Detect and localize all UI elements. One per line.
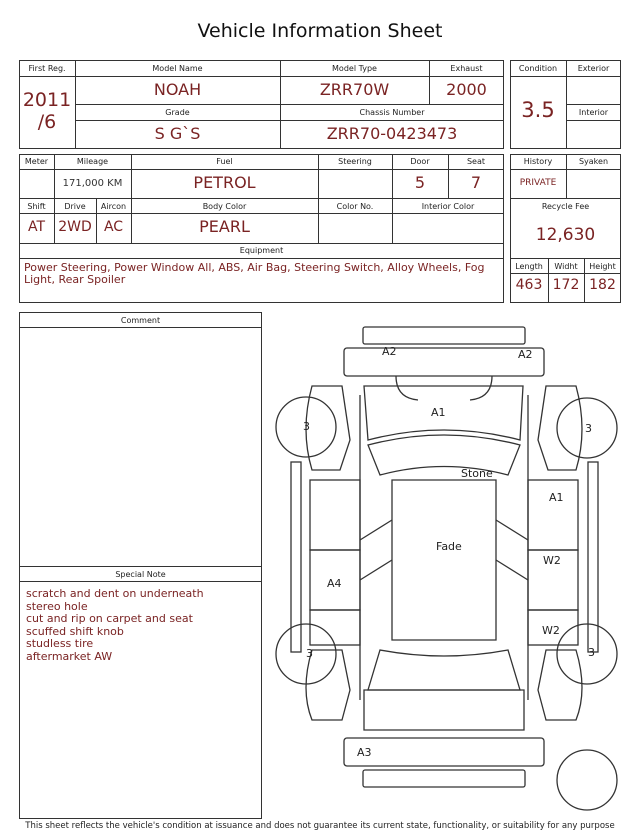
disclaimer-footer: This sheet reflects the vehicle's condition at issuance and does not guarantee its current state, functionality, or suitability for any purpose xyxy=(25,821,615,831)
tailgate-outline xyxy=(364,690,524,730)
damage-hood: A1 xyxy=(431,406,446,419)
drive-label: Drive xyxy=(64,202,86,211)
grade-value: S G`S xyxy=(154,124,201,143)
shift-value: AT xyxy=(27,219,46,235)
recycle-fee-label: Recycle Fee xyxy=(541,202,590,211)
left-front-fender xyxy=(306,386,350,470)
roof-outline xyxy=(392,480,496,640)
aircon-label: Aircon xyxy=(100,202,127,211)
body-color-label: Body Color xyxy=(202,202,247,211)
model-type-value: ZRR70W xyxy=(319,80,390,99)
height-label: Height xyxy=(589,262,616,271)
equipment-line-1: Power Steering, Power Window All, ABS, Air Bag, Steering Switch, Alloy Wheels, Fog xyxy=(24,261,485,274)
height-value: 182 xyxy=(589,277,616,293)
comment-label: Comment xyxy=(120,316,161,325)
right-rear-fender xyxy=(538,650,582,720)
first-reg-month: /6 xyxy=(37,111,57,133)
fuel-value: PETROL xyxy=(193,173,256,192)
condition-label: Condition xyxy=(518,64,558,73)
chassis-value: ZRR70-0423473 xyxy=(326,124,458,143)
damage-tire-fl: 3 xyxy=(303,420,310,433)
special-note-item: cut and rip on carpet and seat xyxy=(26,612,193,625)
equipment-line-2: Light, Rear Spoiler xyxy=(24,273,126,286)
left-front-door xyxy=(310,480,360,550)
car-damage-diagram xyxy=(268,318,636,818)
rear-bumper-outline xyxy=(363,770,525,787)
fuel-label: Fuel xyxy=(216,157,233,166)
model-name-value: NOAH xyxy=(153,80,202,99)
chassis-label: Chassis Number xyxy=(359,108,425,117)
tire-rear-right xyxy=(557,624,617,684)
shift-label: Shift xyxy=(27,202,46,211)
steering-label: Steering xyxy=(338,157,372,166)
special-note-label: Special Note xyxy=(115,570,166,579)
windshield-outline xyxy=(368,435,520,475)
damage-right-rear-door: W2 xyxy=(543,554,561,567)
special-note-item: aftermarket AW xyxy=(26,649,113,663)
width-value: 172 xyxy=(552,277,580,293)
special-note-item: scuffed shift knob xyxy=(26,624,124,638)
special-note-list xyxy=(26,588,204,663)
rear-panel-outline xyxy=(344,738,544,766)
special-note-item: scratch and dent on underneath xyxy=(26,587,204,600)
damage-right-rear-quarter: W2 xyxy=(542,624,560,637)
history-label: History xyxy=(523,157,553,166)
front-bumper-outline xyxy=(363,327,525,344)
equipment-label: Equipment xyxy=(239,246,284,255)
left-rear-fender xyxy=(306,650,350,720)
spare-tire xyxy=(557,750,617,810)
first-reg-year: 2011 xyxy=(22,89,72,111)
aircon-value: AC xyxy=(103,219,124,235)
sheet-title: Vehicle Information Sheet xyxy=(197,20,443,42)
interior-label: Interior xyxy=(578,108,609,117)
right-front-fender xyxy=(538,386,582,470)
left-rear-quarter xyxy=(310,610,360,645)
door-value: 5 xyxy=(414,173,426,192)
body-color-value: PEARL xyxy=(199,217,250,236)
seat-value: 7 xyxy=(470,173,482,192)
damage-front-left: A2 xyxy=(382,345,397,358)
mileage-label: Mileage xyxy=(76,157,109,166)
meter-label: Meter xyxy=(24,157,49,166)
door-label: Door xyxy=(410,157,430,166)
model-type-label: Model Type xyxy=(332,64,377,73)
history-value: PRIVATE xyxy=(519,178,557,188)
left-sill xyxy=(291,462,301,652)
color-no-label: Color No. xyxy=(336,202,374,211)
special-note-item: stereo hole xyxy=(26,599,88,613)
width-label: Widht xyxy=(554,262,578,271)
damage-left-rear-door: A4 xyxy=(327,577,342,590)
mileage-value: 171,000 KM xyxy=(62,178,123,189)
grade-label: Grade xyxy=(165,108,190,117)
damage-front-right: A2 xyxy=(518,348,533,361)
condition-score: 3.5 xyxy=(521,98,555,122)
first-reg-label: First Reg. xyxy=(28,64,66,73)
drive-value: 2WD xyxy=(58,219,92,235)
special-note-item: studless tire xyxy=(26,637,94,650)
damage-roof: Fade xyxy=(436,540,462,553)
damage-windshield: Stone xyxy=(461,467,493,480)
length-value: 463 xyxy=(515,277,543,293)
interior-color-label: Interior Color xyxy=(421,202,475,211)
damage-tire-rr: 3 xyxy=(588,646,595,659)
damage-right-front-door: A1 xyxy=(549,491,564,504)
rear-window-outline xyxy=(368,650,520,690)
model-name-label: Model Name xyxy=(152,64,203,73)
length-label: Length xyxy=(515,262,543,271)
damage-tire-fr: 3 xyxy=(585,422,592,435)
exhaust-label: Exhaust xyxy=(450,64,483,73)
damage-rear: A3 xyxy=(357,746,372,759)
damage-tire-rl: 3 xyxy=(306,647,313,660)
front-panel-outline xyxy=(344,348,544,376)
seat-label: Seat xyxy=(466,157,486,166)
recycle-fee-value: 12,630 xyxy=(535,225,596,245)
syaken-label: Syaken xyxy=(578,157,609,166)
exhaust-value: 2000 xyxy=(446,80,487,99)
exterior-label: Exterior xyxy=(577,64,610,73)
